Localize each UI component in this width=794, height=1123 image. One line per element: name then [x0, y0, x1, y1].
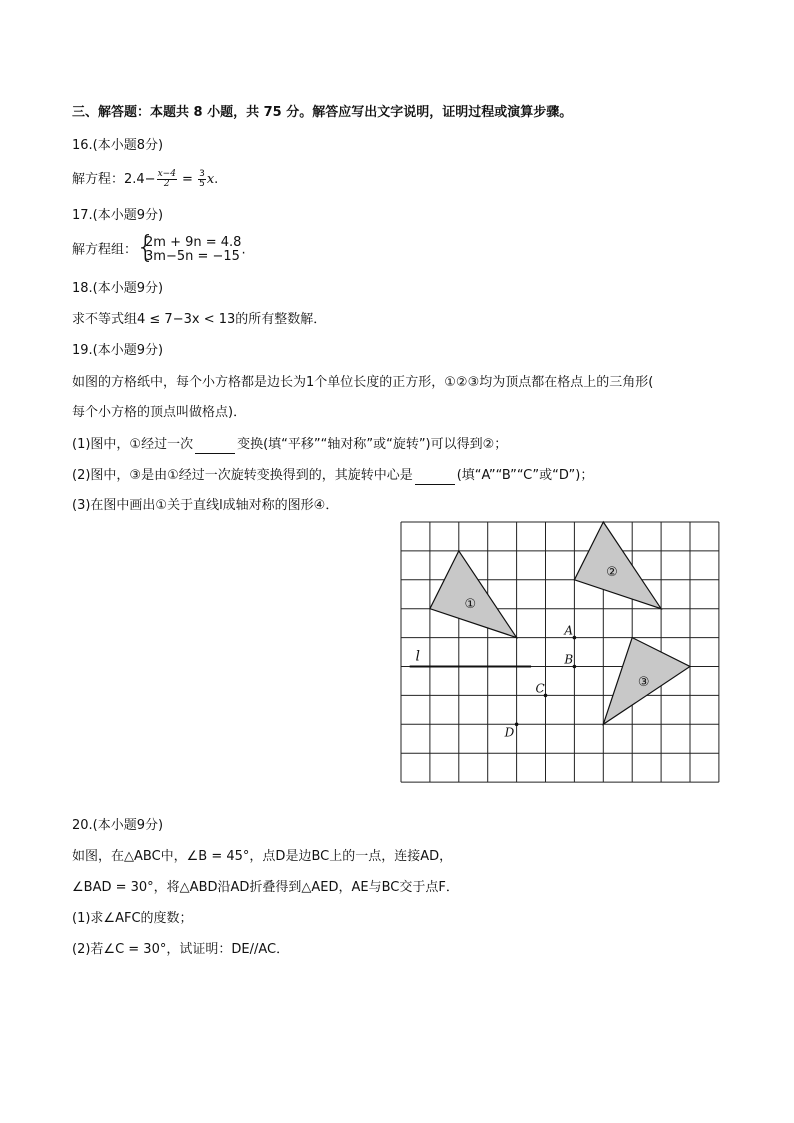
q19-intro-1: 如图的方格纸中，每个小方格都是边长为1个单位长度的正方形，①②③均为顶点都在格点上的三角形( [72, 375, 654, 390]
point-label-D: D [504, 725, 515, 740]
q19-part-2: (2)图中，③是由①经过一次旋转变换得到的，其旋转中心是 (填“A”“B”“C”或“D”)； [72, 468, 594, 483]
q16-equation: 解方程：2.4− $\frac{x-4}{2}$ = $\frac{3}{5}$ x. [72, 169, 219, 189]
q19-title: 19.(本小题9分) [72, 343, 164, 358]
point-D [515, 723, 519, 727]
triangle-1 [430, 551, 517, 638]
q20-line-2: ∠BAD = 30°，将△ABD沿AD折叠得到△AED，AE与BC交于点F． [72, 880, 459, 895]
q18-title: 18.(本小题9分) [72, 281, 164, 296]
triangle-label-3: ③ [637, 674, 650, 690]
q20-part-2: (2)若∠C = 30°，试证明：DE//AC． [72, 942, 290, 957]
point-label-B: B [564, 652, 574, 667]
q17-title: 17.(本小题9分) [72, 208, 164, 223]
q17-system: 解方程组： { 2m + 9n = 4.8 3m−5n = −15 . [72, 230, 246, 265]
q17-equation-system: { 2m + 9n = 4.8 3m−5n = −15 [136, 230, 242, 265]
q16-prefix: 解方程：2.4− [72, 172, 156, 187]
q19-intro-2: 每个小方格的顶点叫做格点)． [72, 405, 247, 420]
q19-part-3: (3)在图中画出①关于直线l成轴对称的图形④． [72, 498, 339, 513]
q16-title: 16.(本小题8分) [72, 138, 164, 153]
q20-title: 20.(本小题9分) [72, 818, 164, 833]
point-label-C: C [535, 681, 545, 696]
section-header: 三、解答题：本题共 8 小题，共 75 分。解答应写出文字说明，证明过程或演算步骤。 [72, 105, 573, 120]
triangle-label-2: ② [606, 565, 618, 581]
q16-fraction-2: $\frac{3}{5}$ [199, 169, 205, 189]
q16-fraction-1: $\frac{x-4}{2}$ [157, 169, 176, 189]
q19-part-1: (1)图中，①经过一次 变换(填“平移”“轴对称”或“旋转”)可以得到②； [72, 437, 508, 452]
triangle-label-1: ① [464, 596, 477, 612]
q20-line-1: 如图，在△ABC中，∠B = 45°，点D是边BC上的一点，连接AD， [72, 849, 453, 864]
point-A [573, 636, 577, 640]
q18-text: 求不等式组4 ≤ 7−3x < 13的所有整数解． [72, 312, 327, 327]
line-l-label: l [415, 648, 420, 665]
point-label-A: A [564, 623, 574, 638]
q20-part-1: (1)求∠AFC的度数； [72, 911, 193, 926]
